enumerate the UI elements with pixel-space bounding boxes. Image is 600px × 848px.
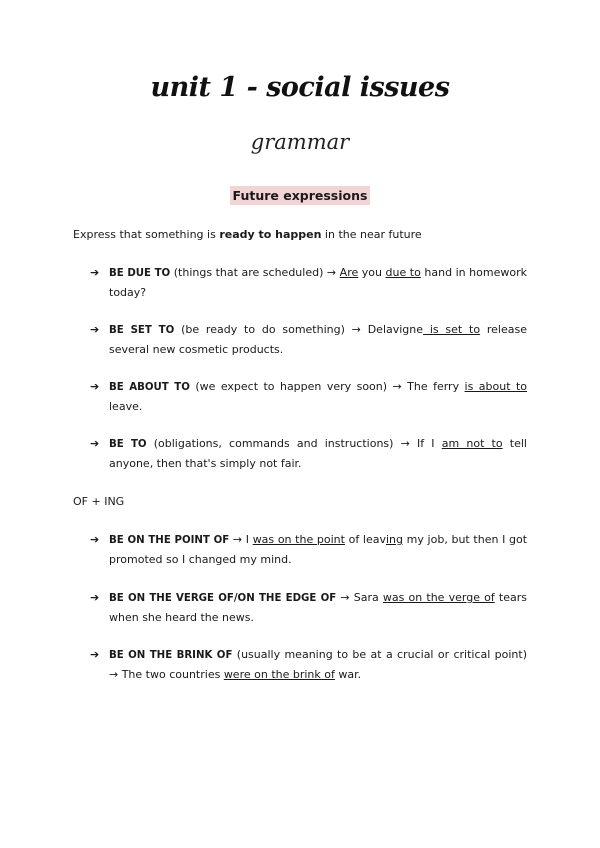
arrow-bullet-icon: ➔: [90, 591, 100, 604]
arrow-bullet-icon: ➔: [90, 323, 100, 336]
term: BE ABOUT TO: [109, 382, 190, 393]
arrow-bullet-icon: ➔: [90, 380, 100, 393]
arrow-bullet-icon: ➔: [90, 437, 100, 450]
intro-emphasis: ready to happen: [219, 228, 322, 241]
list-item-be-to: ➔ BE TO (obligations, commands and instructions) → If I am not to tell anyone, then that's simply not fair.: [90, 434, 527, 473]
section-label: OF + ING: [73, 495, 125, 508]
list-item-be-on-the-point-of: ➔ BE ON THE POINT OF → I was on the point of leaving my job, but then I got promoted so I changed my mind.: [90, 530, 527, 569]
example-underline: is set to: [423, 323, 481, 336]
term: BE ON THE BRINK OF: [109, 650, 233, 661]
arrow-bullet-icon: ➔: [90, 648, 100, 661]
intro-text: Express that something is ready to happen in the near future: [73, 228, 422, 241]
list-item-be-on-the-verge-of: ➔ BE ON THE VERGE OF/ON THE EDGE OF → Sara was on the verge of tears when she heard the news.: [90, 588, 527, 627]
arrow-bullet-icon: ➔: [90, 266, 100, 279]
list-item-be-set-to: ➔ BE SET TO (be ready to do something) → Delavigne is set to release several new cosmetic products.: [90, 320, 527, 359]
example-underline: was on the verge of: [382, 591, 495, 604]
arrow-bullet-icon: ➔: [90, 533, 100, 546]
section-heading: [0, 185, 600, 204]
term: BE ON THE POINT OF: [109, 535, 230, 546]
list-item-be-on-the-brink-of: ➔ BE ON THE BRINK OF (usually meaning to be at a crucial or critical point) → The two countries were on the brink of war.: [90, 645, 527, 684]
heading-highlight: Future expressions: [230, 186, 371, 205]
example-underline: was on the point: [252, 533, 345, 546]
list-item-be-due-to: ➔ BE DUE TO (things that are scheduled) → Are you due to hand in homework today?: [90, 263, 527, 302]
term: BE DUE TO: [109, 268, 171, 279]
term: BE TO: [109, 439, 147, 450]
example-underline: were on the brink of: [223, 668, 335, 681]
list-item-be-about-to: ➔ BE ABOUT TO (we expect to happen very soon) → The ferry is about to leave.: [90, 377, 527, 416]
example-underline: ing: [385, 533, 403, 546]
term: BE ON THE VERGE OF/ON THE EDGE OF: [109, 593, 337, 604]
example-underline: is about to: [464, 380, 527, 393]
example-underline: Are: [339, 266, 359, 279]
document-title: unit 1 - social issues: [150, 72, 450, 103]
document-subtitle: grammar: [250, 130, 350, 154]
example-underline: due to: [385, 266, 421, 279]
example-underline: am not to: [441, 437, 503, 450]
term: BE SET TO: [109, 325, 175, 336]
